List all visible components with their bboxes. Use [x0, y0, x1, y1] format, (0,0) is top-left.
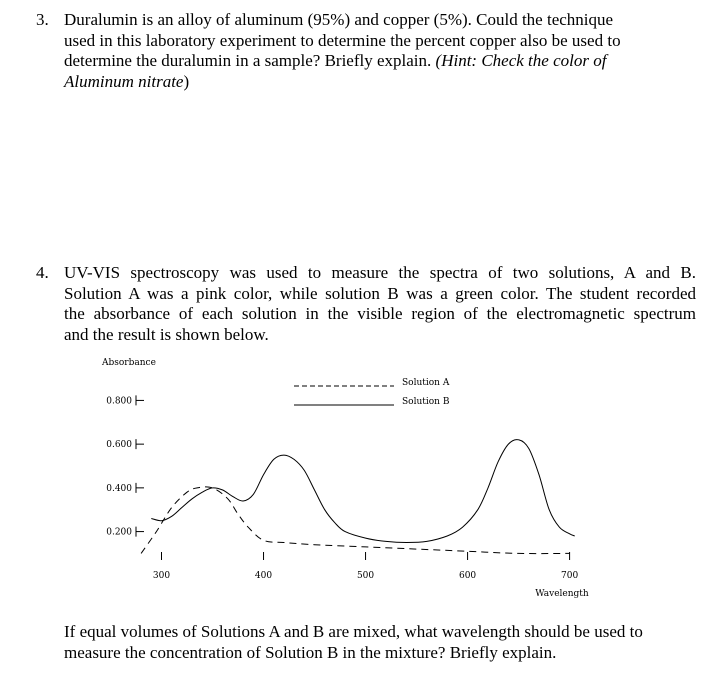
question-3-hint-close: ): [183, 71, 190, 91]
x-tick-label: 400: [254, 571, 273, 581]
question-3-line-2: used in this laboratory experiment to determine the percent copper also be used to: [64, 30, 621, 50]
x-tick-label: 500: [356, 571, 375, 581]
series-solution-b-line: [151, 440, 574, 543]
y-tick-label: 0.800: [106, 396, 132, 407]
question-3-number: 3.: [36, 10, 49, 29]
x-tick-label: 300: [152, 571, 171, 581]
question-4-line-3: the absorbance of each solution in the visible region of the electromagnetic spectrum: [64, 304, 696, 323]
legend-label-solution-a: Solution A: [402, 378, 450, 388]
chart-axes: [101, 358, 589, 599]
question-3-line-1: Duralumin is an alloy of aluminum (95%) and copper (5%). Could the technique: [64, 10, 614, 29]
y-tick-label: 0.600: [106, 440, 132, 451]
question-4-followup: [64, 622, 704, 663]
y-tick-label: 0.400: [106, 483, 132, 494]
question-4-number: 4.: [36, 263, 49, 282]
y-tick-label: 0.200: [106, 527, 132, 538]
chart-series: [141, 440, 575, 554]
y-axis-label: Absorbance: [102, 358, 156, 368]
series-solution-a-line: [141, 487, 569, 554]
question-3-hint: (Hint: Check the color of: [435, 51, 607, 70]
followup-line-2: measure the concentration of Solution B in the mixture? Briefly explain.: [64, 642, 557, 662]
question-4-line-1: UV-VIS spectroscopy was used to measure the spectra of two solutions, A and B.: [64, 263, 696, 282]
question-4-line-4: and the result is shown below.: [64, 324, 269, 344]
followup-line-1: If equal volumes of Solutions A and B are mixed, what wavelength should be used to: [64, 622, 643, 641]
x-tick-label: 600: [458, 571, 477, 581]
x-axis-label: Wavelength: [535, 589, 589, 599]
question-4-line-2: Solution A was a pink color, while solution B was a green color. The student recorded: [64, 283, 696, 303]
legend-label-solution-b: Solution B: [402, 397, 450, 407]
chart-legend: [294, 378, 450, 407]
question-3-line-3-text: determine the duralumin in a sample? Briefly explain.: [64, 51, 436, 70]
x-tick-label: 700: [561, 571, 579, 581]
question-3-hint-aluminum-nitrate: Aluminum nitrate: [64, 71, 184, 91]
